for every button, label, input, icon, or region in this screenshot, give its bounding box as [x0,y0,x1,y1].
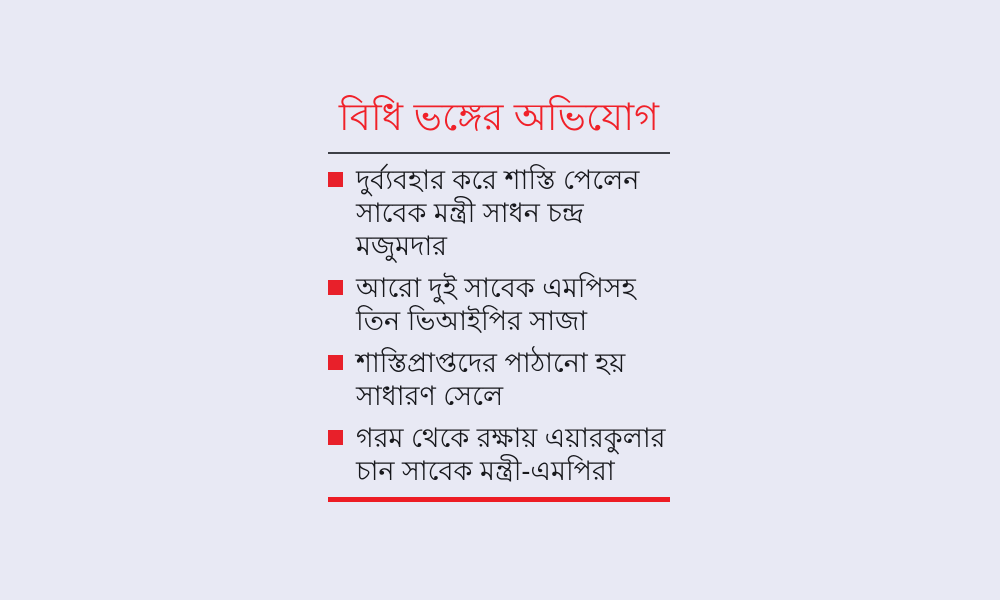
list-item-line: দুর্ব্যবহার করে শাস্তি পেলেন [356,165,640,195]
list-item-text [356,272,636,338]
list-item-line: সাধারণ সেলে [356,381,504,411]
bottom-accent-line [328,497,670,502]
title-divider-line [328,152,670,154]
bullet-list [328,164,670,488]
panel-title: বিধি ভঙ্গের অভিযোগ [338,97,660,139]
list-item-line: তিন ভিআইপির সাজা [356,306,588,336]
list-item-line: চান সাবেক মন্ত্রী-এমপিরা [356,456,615,486]
bullet-square-icon [328,355,343,370]
list-item [328,422,670,488]
list-item-line: মজুমদার [356,231,448,261]
list-item [328,164,670,263]
bullet-square-icon [328,172,343,187]
infographic-panel [328,92,670,502]
list-item-text [356,347,625,413]
bullet-square-icon [328,280,343,295]
bullet-square-icon [328,430,343,445]
list-item-text [356,164,639,263]
list-item [328,347,670,413]
list-item-line: শাস্তিপ্রাপ্তদের পাঠানো হয় [356,348,626,378]
list-item [328,272,670,338]
list-item-line: আরো দুই সাবেক এমপিসহ [356,273,636,303]
list-item-line: সাবেক মন্ত্রী সাধন চন্দ্র [356,198,584,228]
list-item-text [356,422,666,488]
list-item-line: গরম থেকে রক্ষায় এয়ারকুলার [356,423,666,453]
